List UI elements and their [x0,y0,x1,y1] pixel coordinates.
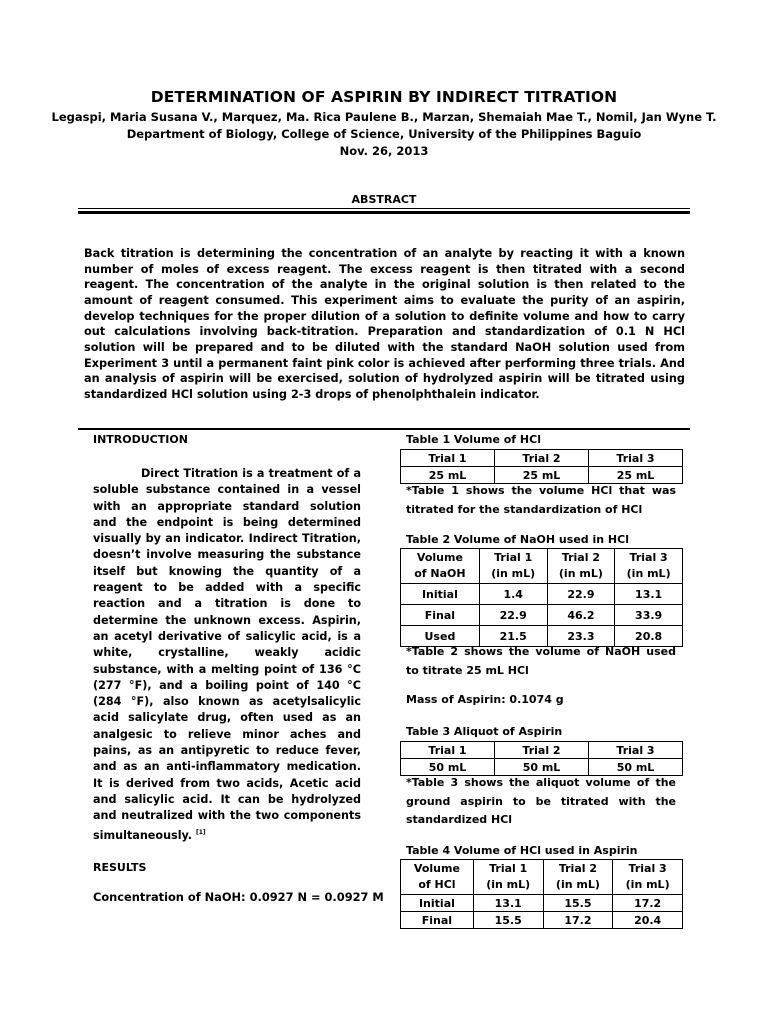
table2-header-line: Trial 2 [561,551,600,564]
table2-cell: 22.9 [479,605,547,626]
table2-cell: 21.5 [479,626,547,647]
table2-header-line: Trial 1 [494,551,533,564]
table2-header-line: Trial 3 [629,551,668,564]
table1 [400,449,683,484]
table2-cell: 22.9 [547,584,615,605]
abstract-body: Back titration is determining the concentration of an analyte by reacting it with a known number of moles of excess reagent. The excess reagent is then titrated with a second reagent. The concentration of the analyte in the original solution is then related to the amount of reagent consumed. This experiment aims to evaluate the purity of an aspirin, develop techniques for the proper dilution of a solution to definite volume and how to carry out calculations involving back-titration. Preparation and standardization of 0.1 N HCl solution will be prepared and to be diluted with the standard NaOH solution used from Experiment 3 until a permanent faint pink color is achieved after performing three trials. And an analysis of aspirin will be exercised, solution of hydrolyzed aspirin will be titrated using standardized HCl solution using 2-3 drops of phenolphthalein indicator. [84,247,685,401]
introduction-body [93,466,361,844]
table3-caption: Table 3 Aliquot of Aspirin [406,725,563,738]
table4-header-line: Trial 1 [489,862,528,875]
table2-header-line: (in mL) [626,567,671,580]
table4-header-line: (in mL) [625,878,670,891]
table2-header-cell [547,549,615,584]
table1-header-cell: Trial 3 [589,450,683,467]
table2-header-cell [615,549,683,584]
table1-note: *Table 1 shows the volume HCl that was titrated for the standardization of HCl [406,484,676,516]
table1-caption: Table 1 Volume of HCl [406,433,541,446]
paper-title: DETERMINATION OF ASPIRIN BY INDIRECT TITRATION [150,88,618,106]
table2-row-label: Initial [401,584,480,605]
table3 [400,741,683,776]
citation-marker: [1] [195,828,206,836]
author-list: Legaspi, Maria Susana V., Marquez, Ma. Rica Paulene B., Marzan, Shemaiah Mae T., Nomil, Jan Wyne T. [51,110,717,124]
table4 [400,859,683,929]
table3-value-cell: 50 mL [589,759,683,776]
table2-header-line: Volume [416,551,463,564]
table2-header-cell [401,549,480,584]
table4-cell: 20.4 [613,912,683,929]
table3-note: *Table 3 shows the aliquot volume of the ground aspirin to be titrated with the standardized HCl [406,776,676,826]
table4-header-line: of HCl [418,878,456,891]
table3-header-cell: Trial 2 [495,742,589,759]
table1-header-cell: Trial 1 [401,450,495,467]
table2-caption: Table 2 Volume of NaOH used in HCl [406,533,629,546]
table4-header-cell [401,860,474,895]
table4-header-line: Trial 2 [558,862,597,875]
table4-cell: 15.5 [473,912,543,929]
abstract-rule-thick [78,211,690,214]
table4-row-label: Final [401,912,474,929]
table4-header-cell [543,860,613,895]
abstract-heading: ABSTRACT [351,193,417,206]
table4-header-line: Volume [413,862,460,875]
table3-value-cell: 50 mL [401,759,495,776]
introduction-heading: INTRODUCTION [93,433,188,446]
table2-header-cell [479,549,547,584]
table4-caption: Table 4 Volume of HCl used in Aspirin [406,844,638,857]
table3-value-cell: 50 mL [495,759,589,776]
table2-cell: 13.1 [615,584,683,605]
table4-header-line: (in mL) [555,878,600,891]
table3-header-cell: Trial 1 [401,742,495,759]
table2-cell: 23.3 [547,626,615,647]
results-heading: RESULTS [93,861,147,874]
table4-cell: 17.2 [543,912,613,929]
table3-header-cell: Trial 3 [589,742,683,759]
naoh-concentration: Concentration of NaOH: 0.0927 N = 0.0927 M [93,890,384,904]
table2-row-label: Final [401,605,480,626]
department-affiliation: Department of Biology, College of Science, University of the Philippines Baguio [126,127,642,141]
table1-header-cell: Trial 2 [495,450,589,467]
table2-row-label: Used [401,626,480,647]
table2-cell: 46.2 [547,605,615,626]
table4-header-line: Trial 3 [628,862,667,875]
table2 [400,548,683,647]
table2-note: *Table 2 shows the volume of NaOH used to titrate 25 mL HCl [406,645,676,677]
table1-value-cell: 25 mL [589,467,683,484]
table4-cell: 15.5 [543,895,613,912]
table4-cell: 17.2 [613,895,683,912]
table2-cell: 20.8 [615,626,683,647]
table2-header-line: (in mL) [491,567,536,580]
paper-date: Nov. 26, 2013 [339,144,429,158]
table1-value-cell: 25 mL [495,467,589,484]
table2-header-line: (in mL) [558,567,603,580]
introduction-text: Direct Titration is a treatment of a soluble substance contained in a vessel with an appropriate standard solution and the endpoint is being determined visually by an indicator. Indirect Titration, doesn’t involve measuring the substance itself but knowing the quantity of a reagent to be added with a specific reaction and a titration is done to determine the unknown excess. Aspirin, an acetyl derivative of salicylic acid, is a white, crystalline, weakly acidic substance, with a melting point of 136 °C (277 °F), and a boiling point of 140 °C (284 °F), also known as acetylsalicylic acid salicylate drug, often used as an analgesic to relieve minor aches and pains, as an antipyretic to reduce fever, and as an anti-inflammatory medication. It is derived from two acids, Acetic acid and salicylic acid. It can be hydrolyzed and neutralized with the two components simultaneously. [93,467,361,842]
abstract-rule-thin [78,208,690,209]
section-divider [78,428,690,430]
table4-header-line: (in mL) [486,878,531,891]
table4-header-cell [613,860,683,895]
table4-header-cell [473,860,543,895]
table4-row-label: Initial [401,895,474,912]
table2-header-line: of NaOH [414,567,466,580]
table2-cell: 1.4 [479,584,547,605]
table4-cell: 13.1 [473,895,543,912]
table2-cell: 33.9 [615,605,683,626]
mass-of-aspirin: Mass of Aspirin: 0.1074 g [406,693,564,706]
table1-value-cell: 25 mL [401,467,495,484]
